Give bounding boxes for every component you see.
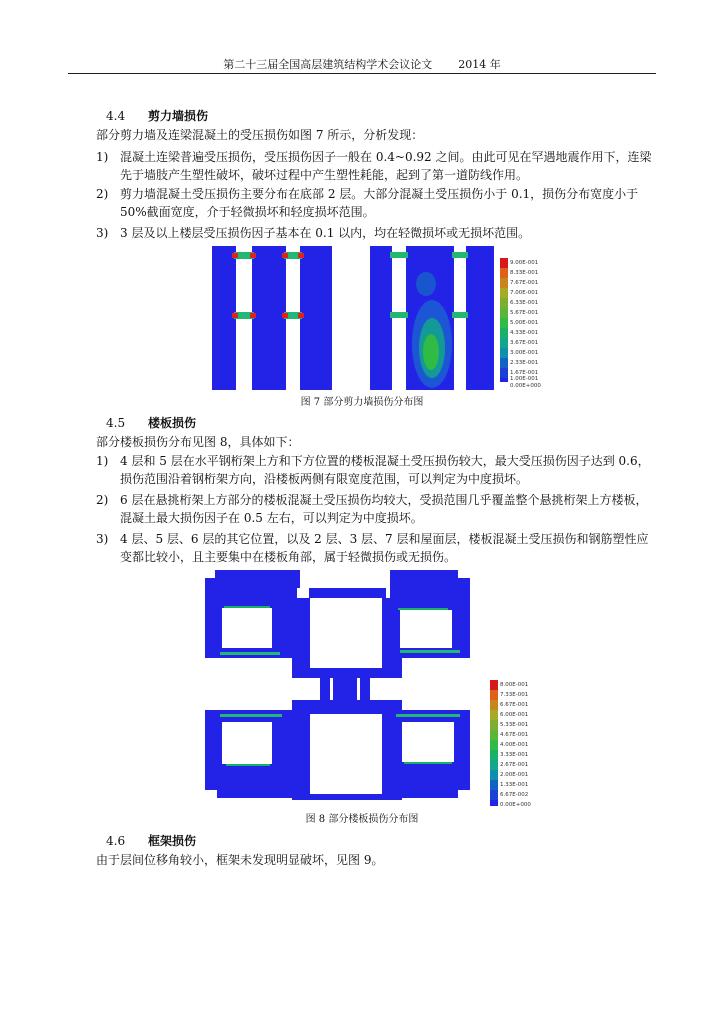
section-title: 剪力墙损伤 — [148, 109, 209, 123]
figure-8-caption: 图 8 部分楼板损伤分布图 — [305, 814, 419, 825]
legend-tick: 2.67E-001 — [500, 762, 529, 768]
section-heading-4-5 — [106, 415, 196, 431]
legend-tick: 2.33E-001 — [510, 360, 539, 366]
list-item — [96, 185, 656, 221]
list-text: 4 层、5 层、6 层的其它位置，以及 2 层、3 层、7 层和屋面层，楼板混凝土受压损伤和钢筋塑性应变都比较小，且主要集中在楼板角部，属于轻微损伤或无损伤。 — [120, 532, 649, 564]
figure-8-slab-damage — [200, 566, 540, 810]
list-number: 3) — [96, 226, 109, 240]
legend-tick: 8.00E-001 — [500, 682, 529, 688]
legend-tick: 0.00E+000 — [510, 383, 541, 389]
legend-tick: 1.67E-001 — [510, 370, 539, 376]
legend-tick: 6.00E-001 — [500, 712, 529, 718]
shear-wall-group-right — [370, 246, 494, 390]
list-text: 混凝土连梁普遍受压损伤，受压损伤因子一般在 0.4~0.92 之间。由此可见在罕遇地震作用下，连梁先于墙肢产生塑性破坏，破坏过程中产生塑性耗能，起到了第一道防线作用。 — [120, 150, 652, 182]
section-heading-4-6 — [106, 833, 196, 849]
legend-tick: 5.00E-001 — [510, 320, 539, 326]
legend-tick: 9.00E-001 — [510, 260, 539, 266]
legend-tick: 8.33E-001 — [510, 270, 539, 276]
section-intro: 部分楼板损伤分布见图 8，具体如下： — [96, 435, 300, 449]
list-text: 6 层在悬挑桁架上方部分的楼板混凝土受压损伤均较大，受损范围几乎覆盖整个悬挑桁架上方楼板，混凝土最大损伤因子在 0.5 左右，可以判定为中度损坏。 — [120, 493, 648, 525]
slab-plan-lower — [205, 700, 470, 800]
legend-tick: 0.00E+000 — [500, 802, 531, 808]
legend-tick: 1.00E-001 — [510, 376, 539, 382]
legend-tick: 3.33E-001 — [500, 752, 529, 758]
legend-tick: 3.00E-001 — [510, 350, 539, 356]
section-title: 楼板损伤 — [148, 416, 197, 430]
slab-connector — [320, 676, 370, 702]
legend-tick: 4.00E-001 — [500, 742, 529, 748]
list-item — [96, 148, 656, 184]
list-item — [96, 452, 656, 488]
section-title: 框架损伤 — [148, 834, 197, 848]
section-heading-4-4 — [106, 108, 208, 124]
list-text: 3 层及以上楼层受压损伤因子基本在 0.1 以内，均在轻微损坏或无损坏范围。 — [120, 226, 531, 240]
legend-tick: 6.67E-002 — [500, 792, 529, 798]
list-number: 1) — [96, 150, 109, 164]
list-number: 2) — [96, 493, 109, 507]
legend-tick: 7.67E-001 — [510, 280, 539, 286]
list-item — [96, 491, 656, 527]
figure-7-caption: 图 7 部分剪力墙损伤分布图 — [300, 397, 424, 408]
header-title: 第二十三届全国高层建筑结构学术会议论文 — [223, 58, 433, 71]
header-year: 2014 年 — [458, 58, 501, 71]
legend-tick: 5.67E-001 — [510, 310, 539, 316]
section-number: 4.4 — [106, 109, 126, 123]
legend-tick: 4.33E-001 — [510, 330, 539, 336]
legend-tick: 7.00E-001 — [510, 290, 539, 296]
list-item — [96, 530, 656, 566]
figure-7-shear-wall-damage — [210, 244, 550, 392]
legend-tick: 6.67E-001 — [500, 702, 529, 708]
list-number: 2) — [96, 187, 109, 201]
list-number: 3) — [96, 532, 109, 546]
header-rule — [68, 73, 656, 74]
legend-tick: 5.33E-001 — [500, 722, 529, 728]
legend-tick: 2.00E-001 — [500, 772, 529, 778]
shear-wall-group-left — [212, 246, 332, 390]
section-number: 4.5 — [106, 416, 126, 430]
section-intro: 由于层间位移角较小，框架未发现明显破坏，见图 9。 — [96, 853, 384, 867]
list-item — [96, 224, 656, 242]
list-text: 4 层和 5 层在水平钢桁架上方和下方位置的楼板混凝土受压损伤较大，最大受压损伤因子达到 0.6，损伤范围沿着钢桁架方向，沿楼板两侧有限宽度范围，可以判定为中度损坏。 — [120, 454, 650, 486]
legend-tick: 3.67E-001 — [510, 340, 539, 346]
section-intro: 部分剪力墙及连梁混凝土的受压损伤如图 7 所示，分析发现： — [96, 128, 424, 142]
legend-tick: 1.33E-001 — [500, 782, 529, 788]
list-number: 1) — [96, 454, 109, 468]
list-text: 剪力墙混凝土受压损伤主要分布在底部 2 层。大部分混凝土受压损伤小于 0.1，损伤分布宽度小于 50%截面宽度，介于轻微损坏和轻度损坏范围。 — [120, 187, 639, 219]
legend-tick: 4.67E-001 — [500, 732, 529, 738]
legend-tick: 6.33E-001 — [510, 300, 539, 306]
legend-tick: 7.33E-001 — [500, 692, 529, 698]
section-number: 4.6 — [106, 834, 126, 848]
